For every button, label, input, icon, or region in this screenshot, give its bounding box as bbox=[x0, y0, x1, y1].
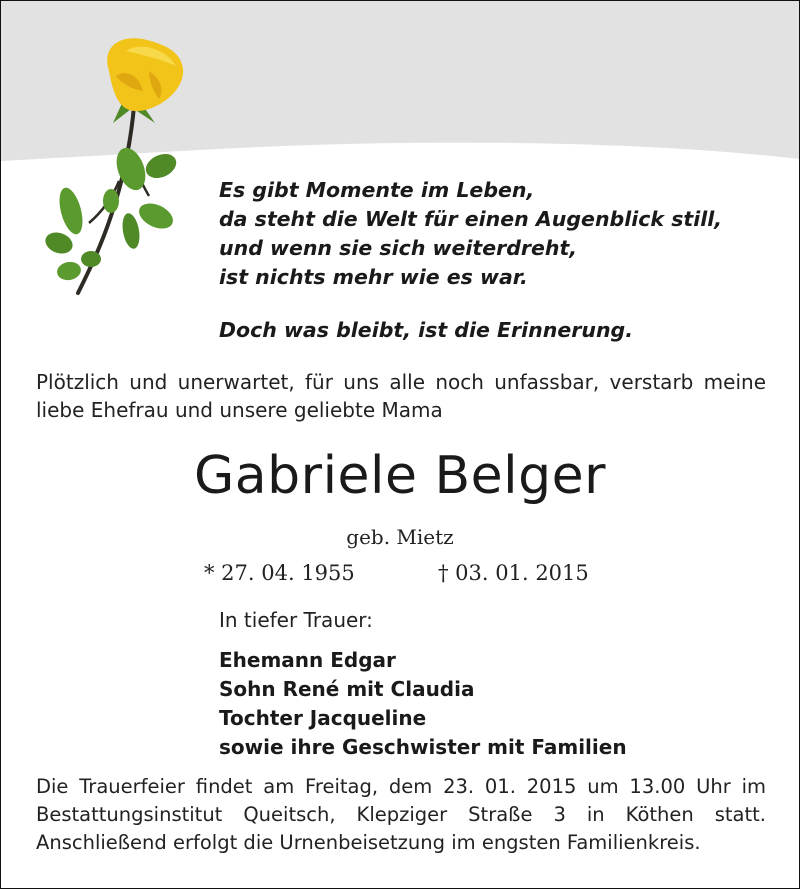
intro-text: Plötzlich und unerwartet, für uns alle noch unfassbar, verstarb meine liebe Ehefrau und unsere geliebte Mama bbox=[36, 370, 766, 422]
maiden-name: geb. Mietz bbox=[346, 525, 454, 549]
poem-line: ist nichts mehr wie es war. bbox=[219, 265, 528, 289]
mourners-list bbox=[219, 646, 627, 762]
poem-closing: Doch was bleibt, ist die Erinnerung. bbox=[219, 318, 634, 342]
funeral-info: Die Trauerfeier findet am Freitag, dem 23. 01. 2015 um 13.00 Uhr im Bestattungsinstitut Queitsch, Klepziger Straße 3 in Köthen statt. Anschließend erfolgt die Urnenbeisetzung im engsten Familienkreis. bbox=[36, 775, 766, 854]
poem-line: Es gibt Momente im Leben, bbox=[219, 178, 535, 202]
mourner-item: Sohn René mit Claudia bbox=[219, 677, 475, 701]
mourner-item: Ehemann Edgar bbox=[219, 648, 396, 672]
death-date: † 03. 01. 2015 bbox=[438, 561, 589, 585]
poem bbox=[219, 176, 779, 345]
poem-line: da steht die Welt für einen Augenblick still, bbox=[219, 207, 723, 231]
rose-icon bbox=[31, 31, 201, 301]
deceased-name: Gabriele Belger bbox=[194, 446, 606, 506]
mourners-label: In tiefer Trauer: bbox=[219, 608, 373, 632]
mourner-item: Tochter Jacqueline bbox=[219, 706, 427, 730]
birth-date: * 27. 04. 1955 bbox=[204, 561, 355, 585]
poem-line: und wenn sie sich weiterdreht, bbox=[219, 236, 578, 260]
mourner-item: sowie ihre Geschwister mit Familien bbox=[219, 735, 627, 759]
